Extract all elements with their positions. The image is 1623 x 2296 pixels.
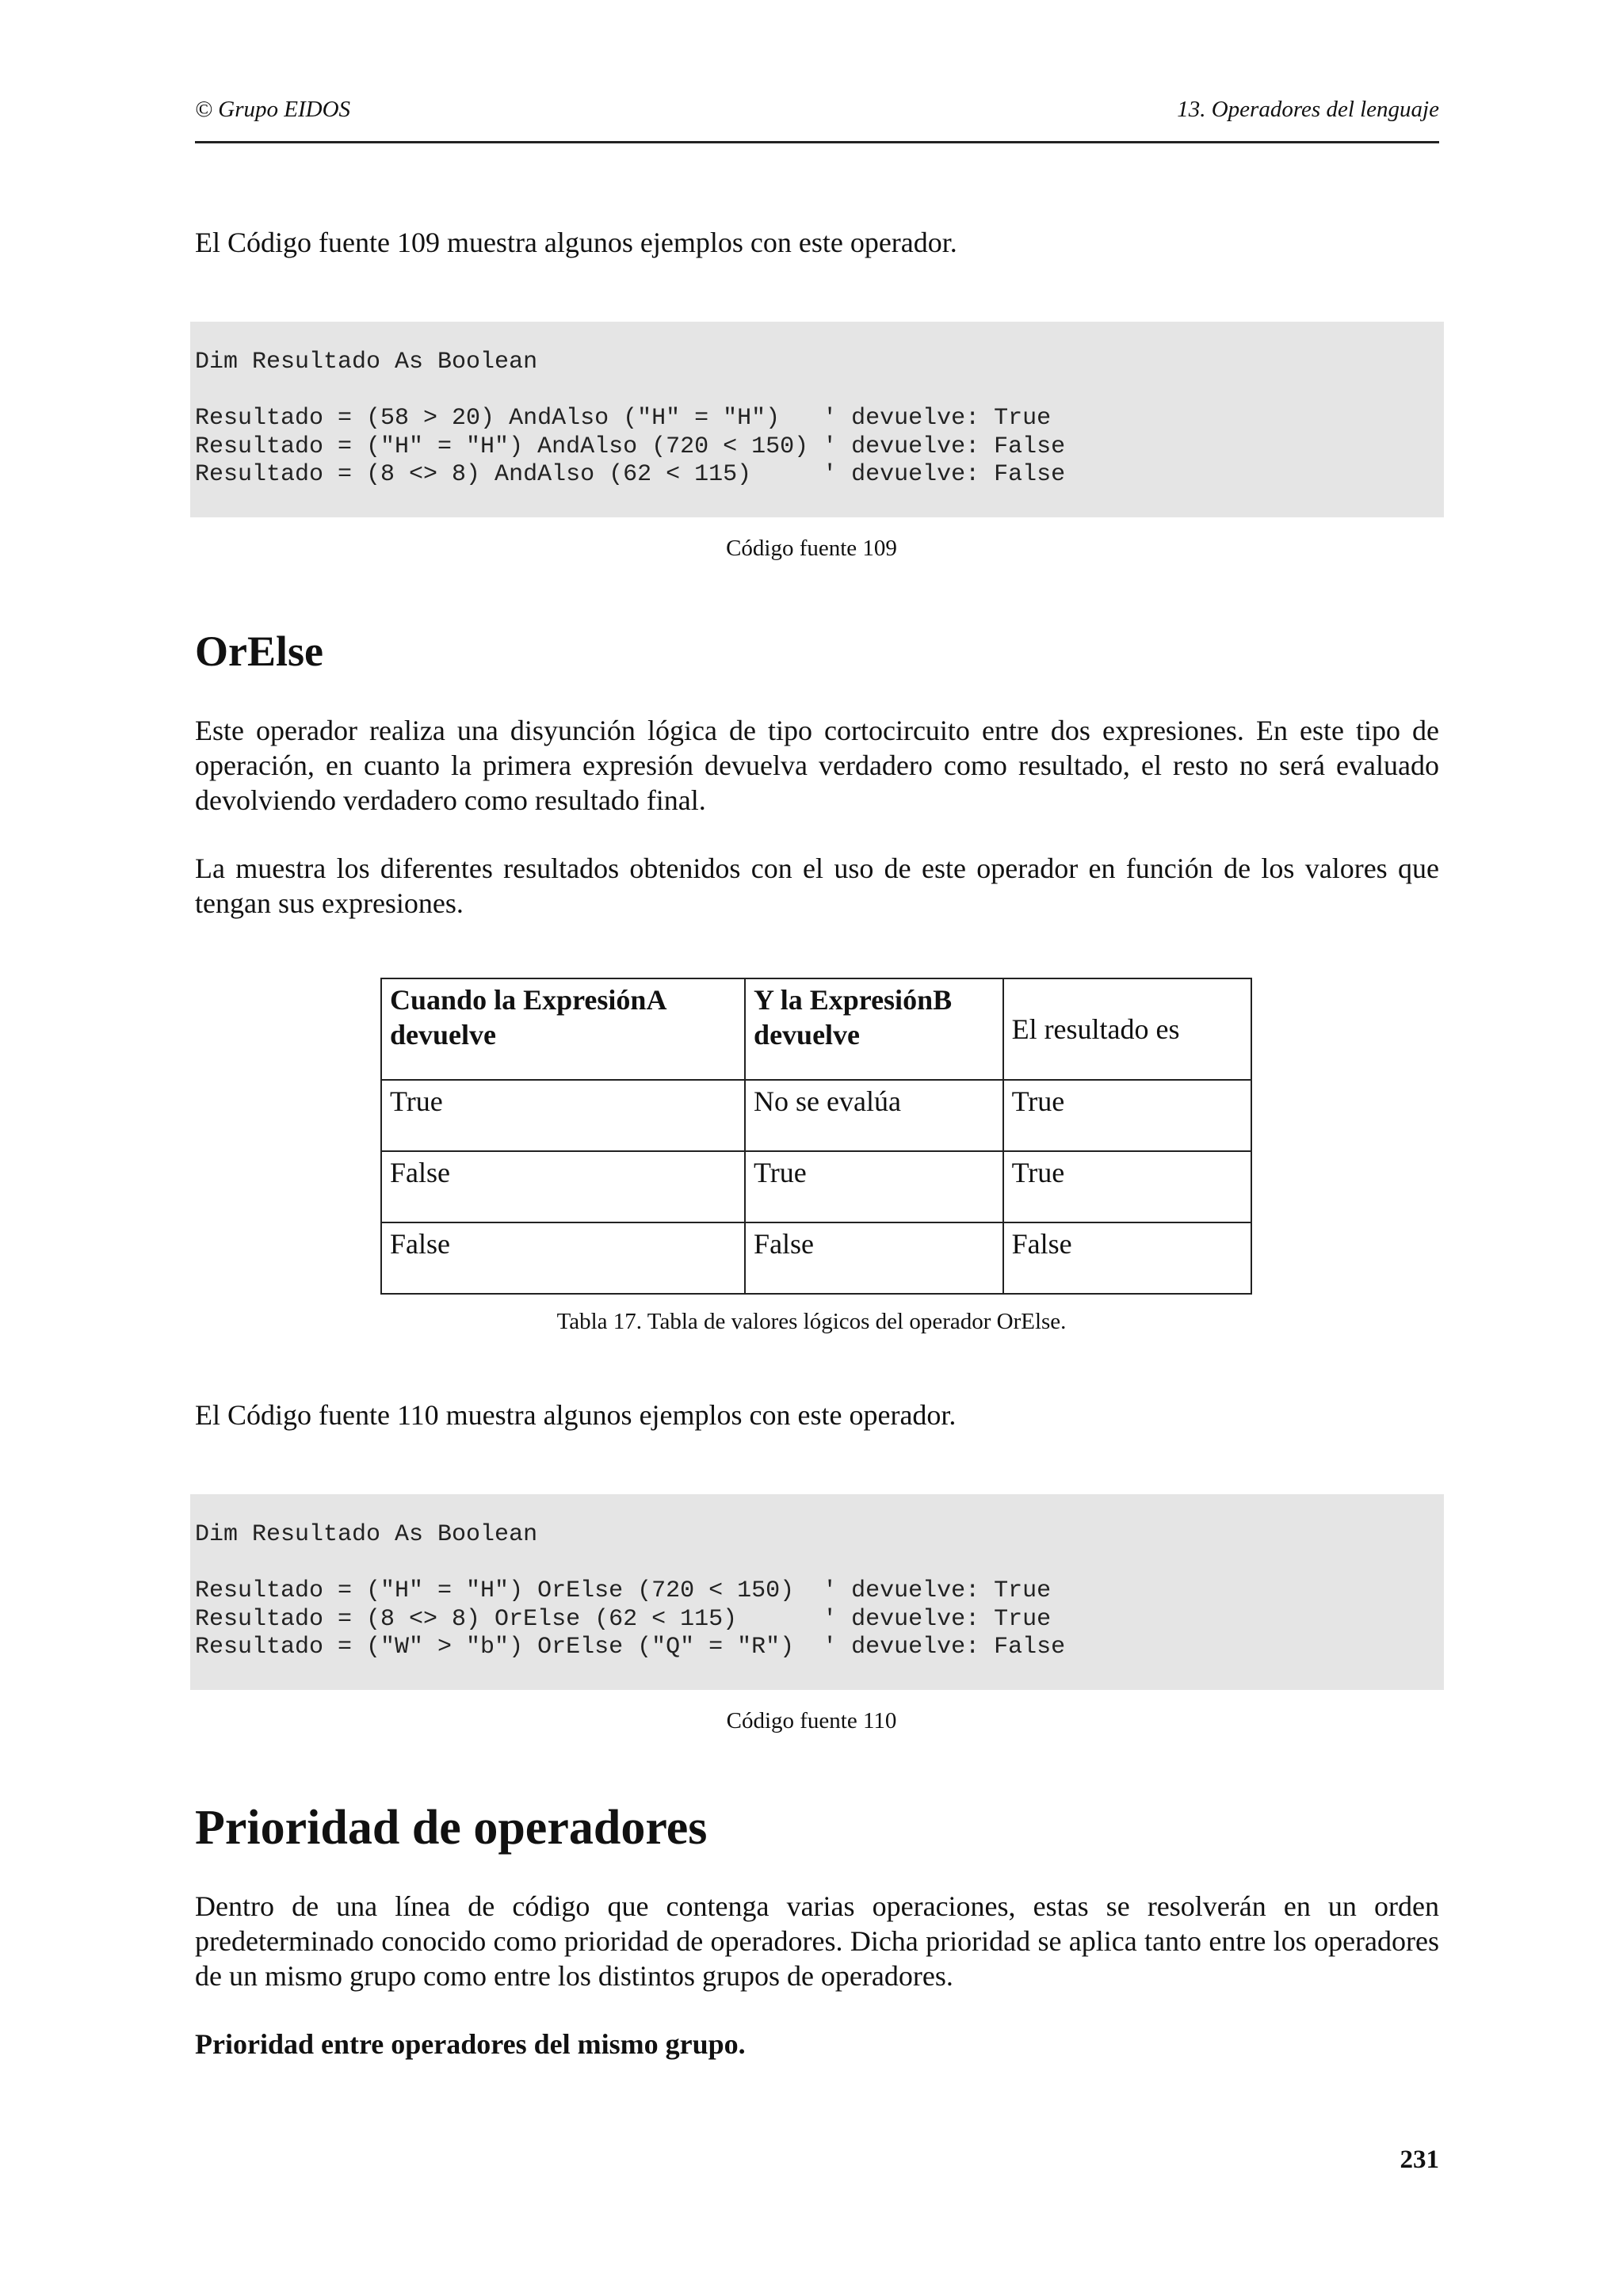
code-block-110 bbox=[190, 1494, 1444, 1690]
table-row bbox=[381, 1080, 1251, 1151]
section-heading-orelse: OrElse bbox=[195, 627, 323, 675]
section-heading-prioridad: Prioridad de operadores bbox=[195, 1801, 708, 1855]
table-cell: True bbox=[745, 1151, 1003, 1222]
table-header-row bbox=[381, 978, 1251, 1080]
header-chapter: 13. Operadores del lenguaje bbox=[1177, 97, 1439, 122]
table-header-cell: Y la ExpresiónB devuelve bbox=[745, 978, 1003, 1080]
table-cell: False bbox=[381, 1151, 745, 1222]
code-caption-109: Código fuente 109 bbox=[726, 536, 897, 561]
running-header bbox=[195, 93, 1439, 143]
code-caption-110: Código fuente 110 bbox=[726, 1708, 897, 1733]
code-line: Resultado = (8 <> 8) AndAlso (62 < 115) ' devuelve: False bbox=[195, 461, 1066, 488]
table-cell: False bbox=[745, 1222, 1003, 1294]
intro-code-109: El Código fuente 109 muestra algunos ejemplos con este operador. bbox=[195, 227, 957, 258]
orelse-paragraph-1: Este operador realiza una disyunción lógica de tipo cortocircuito entre dos expresiones. En este tipo de operación, en cuanto la primera expresión devuelva verdadero como resultado, el resto no será evaluado devolviendo verdadero como resultado final. bbox=[195, 715, 1439, 816]
table-cell: True bbox=[381, 1080, 745, 1151]
table-cell: No se evalúa bbox=[745, 1080, 1003, 1151]
code-line: Resultado = ("H" = "H") OrElse (720 < 150) ' devuelve: True bbox=[195, 1577, 1052, 1604]
table-cell: True bbox=[1003, 1151, 1251, 1222]
table-row bbox=[381, 1151, 1251, 1222]
subsection-heading: Prioridad entre operadores del mismo grupo. bbox=[195, 2028, 746, 2060]
code-line: Resultado = ("H" = "H") AndAlso (720 < 150) ' devuelve: False bbox=[195, 433, 1066, 460]
table-cell: False bbox=[1003, 1222, 1251, 1294]
code-line: Resultado = ("W" > "b") OrElse ("Q" = "R") ' devuelve: False bbox=[195, 1634, 1066, 1661]
code-line: Dim Resultado As Boolean bbox=[195, 1521, 538, 1548]
header-publisher: © Grupo EIDOS bbox=[195, 97, 351, 122]
code-block-109 bbox=[190, 322, 1444, 517]
code-line: Resultado = (58 > 20) AndAlso ("H" = "H") ' devuelve: True bbox=[195, 405, 1052, 432]
prioridad-paragraph: Dentro de una línea de código que contenga varias operaciones, estas se resolverán en un orden predeterminado conocido como prioridad de operadores. Dicha prioridad se aplica tanto entre los operadores de un mismo grupo como entre los distintos grupos de operadores. bbox=[195, 1890, 1439, 1992]
intro-code-110: El Código fuente 110 muestra algunos ejemplos con este operador. bbox=[195, 1399, 957, 1431]
code-line: Dim Resultado As Boolean bbox=[195, 349, 538, 376]
table-caption: Tabla 17. Tabla de valores lógicos del operador OrElse. bbox=[556, 1309, 1067, 1334]
table-cell: True bbox=[1003, 1080, 1251, 1151]
table-cell: False bbox=[381, 1222, 745, 1294]
page-number: 231 bbox=[1400, 2145, 1439, 2174]
table-header-cell: El resultado es bbox=[1003, 978, 1251, 1080]
truth-table bbox=[380, 978, 1252, 1295]
orelse-paragraph-2: La muestra los diferentes resultados obtenidos con el uso de este operador en función de los valores que tengan sus expresiones. bbox=[195, 852, 1439, 919]
table-row bbox=[381, 1222, 1251, 1294]
table-header-cell: Cuando la ExpresiónA devuelve bbox=[381, 978, 745, 1080]
code-line: Resultado = (8 <> 8) OrElse (62 < 115) ' devuelve: True bbox=[195, 1605, 1052, 1633]
